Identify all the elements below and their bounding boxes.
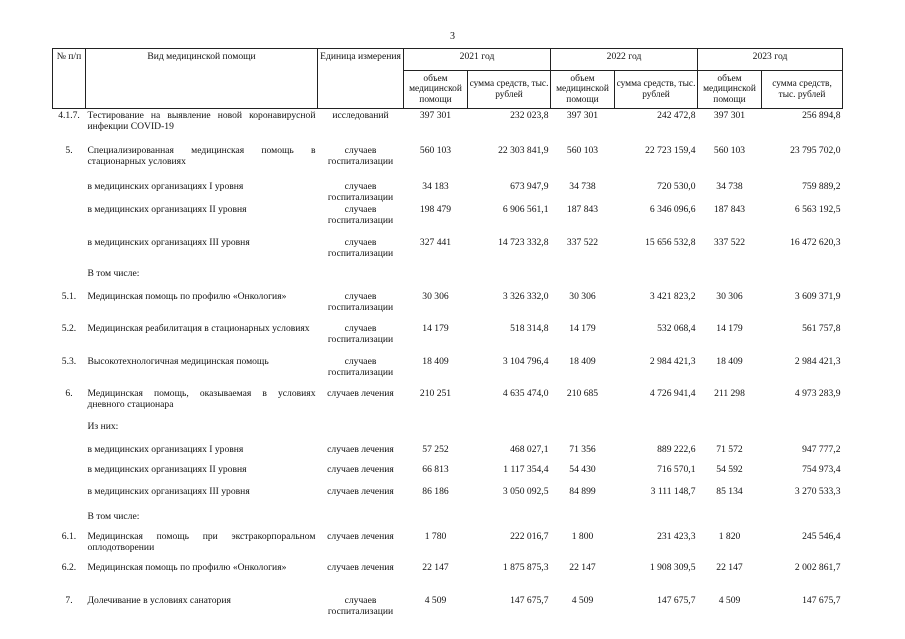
header-sum-2023: сумма средств, тыс. рублей (762, 71, 843, 109)
cell-volume-2022: 187 843 (566, 203, 599, 215)
cell-volume-2021: 57 252 (422, 443, 449, 455)
cell-volume-2022: 210 685 (566, 387, 599, 399)
cell-volume-2023: 54 592 (716, 463, 743, 475)
row-number: 6.1. (61, 530, 77, 542)
unit-of-measure: случаев госпитализации (327, 203, 394, 226)
cell-sum-2023: 2 984 421,3 (794, 355, 841, 367)
header-unit: Единица измерения (318, 49, 404, 109)
cell-sum-2023 (762, 420, 843, 443)
table-row (53, 420, 843, 443)
cell-volume-2023 (698, 420, 762, 443)
cell-sum-2023: 4 973 283,9 (794, 387, 841, 399)
table-row (53, 144, 843, 180)
cell-volume-2022: 34 738 (569, 180, 596, 192)
row-number (53, 485, 86, 510)
unit-of-measure: случаев лечения (327, 530, 394, 542)
row-number: 4.1.7. (58, 110, 80, 121)
row-number: 5.3. (61, 355, 77, 367)
cell-volume-2021: 1 780 (424, 530, 447, 542)
header-num: № п/п (53, 49, 86, 109)
cell-sum-2021: 6 906 561,1 (502, 203, 549, 215)
cell-sum-2023 (762, 267, 843, 290)
table-row (53, 236, 843, 267)
row-number (53, 510, 86, 530)
cell-volume-2021: 22 147 (422, 561, 449, 573)
unit-of-measure: случаев госпитализации (327, 290, 394, 313)
cell-sum-2022: 3 111 148,7 (650, 485, 696, 497)
cell-sum-2021 (468, 267, 551, 290)
unit-of-measure: случаев госпитализации (327, 144, 394, 167)
cell-volume-2022: 84 899 (569, 485, 596, 497)
cell-volume-2021 (404, 420, 468, 443)
unit-of-measure: случаев лечения (327, 463, 394, 475)
cell-volume-2021: 14 179 (422, 322, 449, 334)
cell-sum-2022: 889 222,6 (657, 443, 696, 455)
table-row (53, 109, 843, 144)
unit-of-measure: случаев госпитализации (327, 180, 394, 203)
cell-sum-2022: 6 346 096,6 (649, 203, 696, 215)
header-year-2022: 2022 год (551, 49, 698, 71)
row-number: 5.1. (61, 290, 77, 302)
row-number (53, 180, 86, 203)
row-number (53, 203, 86, 236)
header-year-2023: 2023 год (698, 49, 843, 71)
cell-volume-2021 (404, 510, 468, 530)
care-type: в медицинских организациях III уровня (87, 236, 250, 248)
row-number: 5. (65, 144, 73, 156)
cell-sum-2022: 3 421 823,2 (649, 290, 696, 302)
cell-sum-2023: 147 675,7 (802, 594, 841, 606)
table-row (53, 322, 843, 355)
cell-sum-2023: 759 889,2 (802, 180, 841, 192)
cell-sum-2021: 147 675,7 (510, 594, 549, 606)
row-number: 6.2. (61, 561, 77, 573)
cell-volume-2021: 210 251 (419, 387, 452, 399)
table-row (53, 485, 843, 510)
cell-sum-2023 (762, 510, 843, 530)
cell-sum-2022 (615, 510, 698, 530)
header-care-type: Вид медицинской помощи (86, 49, 318, 109)
unit-of-measure: случаев госпитализации (327, 355, 394, 378)
unit-of-measure (318, 510, 404, 530)
care-type: В том числе: (87, 510, 140, 522)
cell-sum-2021: 222 016,7 (510, 530, 549, 542)
cell-sum-2022: 2 984 421,3 (649, 355, 696, 367)
cell-volume-2023: 71 572 (716, 443, 743, 455)
row-number: 5.2. (61, 322, 77, 334)
cell-volume-2021: 86 186 (422, 485, 449, 497)
cell-sum-2022: 716 570,1 (657, 463, 696, 475)
cell-sum-2023: 754 973,4 (802, 463, 841, 475)
cell-volume-2022: 4 509 (571, 594, 594, 606)
unit-of-measure (318, 420, 404, 443)
cell-volume-2023: 34 738 (716, 180, 743, 192)
cell-volume-2022: 30 306 (569, 290, 596, 302)
cell-sum-2023: 947 777,2 (802, 443, 841, 455)
cell-volume-2022: 1 800 (571, 530, 594, 542)
care-type: Медицинская реабилитация в стационарных условиях (87, 322, 310, 334)
care-type: Из них: (87, 420, 119, 432)
row-number (53, 267, 86, 290)
cell-sum-2021: 3 050 092,5 (502, 485, 549, 497)
cell-volume-2023: 337 522 (713, 236, 746, 248)
cell-sum-2021: 673 947,9 (510, 180, 549, 192)
cell-volume-2021: 34 183 (422, 180, 449, 192)
table-row (53, 267, 843, 290)
cell-volume-2023: 1 820 (718, 530, 741, 542)
cell-sum-2022: 22 723 159,4 (645, 144, 696, 156)
header-volume-2023: объем медицинской помощи (698, 71, 762, 109)
cell-volume-2023: 22 147 (716, 561, 743, 573)
cell-volume-2023: 30 306 (716, 290, 743, 302)
cell-volume-2023 (698, 267, 762, 290)
care-type: Медицинская помощь, оказываемая в условиях дневного стационара (87, 387, 316, 410)
cell-volume-2021 (404, 267, 468, 290)
cell-sum-2023: 3 609 371,9 (794, 290, 841, 302)
row-number (53, 463, 86, 485)
cell-sum-2021: 3 104 796,4 (502, 355, 549, 367)
cell-volume-2023: 14 179 (716, 322, 743, 334)
cell-volume-2023: 397 301 (713, 110, 746, 121)
cell-sum-2023: 16 472 620,3 (790, 236, 841, 248)
cell-sum-2023: 256 894,8 (802, 110, 841, 121)
cell-sum-2022: 532 068,4 (657, 322, 696, 334)
cell-sum-2021: 232 023,8 (510, 110, 549, 121)
unit-of-measure: исследований (332, 110, 389, 121)
table-row (53, 290, 843, 322)
cell-sum-2023: 23 795 702,0 (790, 144, 841, 156)
cell-volume-2021: 30 306 (422, 290, 449, 302)
cell-sum-2021: 468 027,1 (510, 443, 549, 455)
unit-of-measure: случаев лечения (327, 561, 394, 573)
table-row (53, 561, 843, 594)
row-number: 7. (65, 594, 73, 606)
table-body (53, 109, 843, 626)
medical-care-table (52, 48, 843, 626)
cell-volume-2022: 397 301 (566, 110, 599, 121)
cell-volume-2023: 85 134 (716, 485, 743, 497)
cell-volume-2022: 18 409 (569, 355, 596, 367)
cell-sum-2021: 518 314,8 (510, 322, 549, 334)
table-row (53, 463, 843, 485)
care-type: в медицинских организациях I уровня (87, 180, 244, 192)
care-type: Медицинская помощь по профилю «Онкология» (87, 290, 287, 302)
cell-volume-2023: 4 509 (718, 594, 741, 606)
cell-sum-2022: 242 472,8 (657, 110, 696, 121)
cell-volume-2023: 560 103 (713, 144, 746, 156)
cell-sum-2022: 1 908 309,5 (649, 561, 696, 573)
row-number (53, 420, 86, 443)
cell-sum-2022 (615, 420, 698, 443)
cell-sum-2021 (468, 420, 551, 443)
unit-of-measure: случаев госпитализации (327, 322, 394, 345)
unit-of-measure: случаев лечения (327, 485, 394, 497)
row-number (53, 236, 86, 267)
cell-sum-2023: 6 563 192,5 (794, 203, 841, 215)
unit-of-measure (318, 267, 404, 290)
row-number: 6. (65, 387, 73, 399)
cell-volume-2023: 187 843 (713, 203, 746, 215)
cell-sum-2022: 231 423,3 (657, 530, 696, 542)
unit-of-measure: случаев госпитализации (327, 594, 394, 617)
care-type: Тестирование на выявление новой коронавирусной инфекции COVID-19 (87, 110, 316, 132)
cell-sum-2022: 147 675,7 (657, 594, 696, 606)
cell-volume-2021: 66 813 (422, 463, 449, 475)
cell-sum-2021: 22 303 841,9 (498, 144, 549, 156)
cell-volume-2022 (551, 267, 615, 290)
cell-volume-2022: 337 522 (566, 236, 599, 248)
cell-sum-2022: 4 726 941,4 (649, 387, 696, 399)
cell-volume-2022: 14 179 (569, 322, 596, 334)
care-type: в медицинских организациях II уровня (87, 203, 247, 215)
cell-sum-2021: 1 117 354,4 (503, 463, 549, 475)
table-row (53, 355, 843, 387)
care-type: в медицинских организациях II уровня (87, 463, 247, 475)
cell-volume-2021: 397 301 (419, 110, 452, 121)
cell-volume-2022: 560 103 (566, 144, 599, 156)
table-row (53, 443, 843, 463)
table-row (53, 203, 843, 236)
unit-of-measure: случаев госпитализации (327, 236, 394, 259)
cell-sum-2022 (615, 267, 698, 290)
cell-volume-2022: 54 430 (569, 463, 596, 475)
header-volume-2021: объем медицинской помощи (404, 71, 468, 109)
care-type: Медицинская помощь при экстракорпоральном оплодотворении (87, 530, 316, 553)
care-type: Долечивание в условиях санатория (87, 594, 231, 606)
cell-volume-2021: 327 441 (419, 236, 452, 248)
row-number (53, 443, 86, 463)
header-sum-2021: сумма средств, тыс. рублей (468, 71, 551, 109)
header-volume-2022: объем медицинской помощи (551, 71, 615, 109)
cell-sum-2023: 245 546,4 (802, 530, 841, 542)
cell-volume-2021: 18 409 (422, 355, 449, 367)
cell-sum-2021 (468, 510, 551, 530)
cell-volume-2023: 211 298 (714, 387, 745, 399)
table-row (53, 530, 843, 561)
cell-sum-2023: 2 002 861,7 (794, 561, 841, 573)
care-type: в медицинских организациях I уровня (87, 443, 244, 455)
cell-sum-2021: 1 875 875,3 (502, 561, 549, 573)
care-type: В том числе: (87, 267, 140, 279)
cell-volume-2023: 18 409 (716, 355, 743, 367)
unit-of-measure: случаев лечения (327, 387, 394, 399)
cell-sum-2022: 720 530,0 (657, 180, 696, 192)
table-row (53, 180, 843, 203)
care-type: Высокотехнологичная медицинская помощь (87, 355, 269, 367)
unit-of-measure: случаев лечения (327, 443, 394, 455)
cell-volume-2022 (551, 420, 615, 443)
cell-volume-2023 (698, 510, 762, 530)
header-year-2021: 2021 год (404, 49, 551, 71)
cell-volume-2021: 560 103 (419, 144, 452, 156)
care-type: Медицинская помощь по профилю «Онкология» (87, 561, 287, 573)
cell-volume-2021: 4 509 (424, 594, 447, 606)
care-type: в медицинских организациях III уровня (87, 485, 250, 497)
cell-sum-2021: 14 723 332,8 (498, 236, 549, 248)
cell-sum-2021: 3 326 332,0 (502, 290, 549, 302)
cell-volume-2022: 22 147 (569, 561, 596, 573)
header-sum-2022: сумма средств, тыс. рублей (615, 71, 698, 109)
table-row (53, 594, 843, 626)
table-row (53, 387, 843, 420)
cell-sum-2023: 561 757,8 (802, 322, 841, 334)
table-row (53, 510, 843, 530)
care-type: Специализированная медицинская помощь в стационарных условиях (87, 144, 316, 167)
cell-sum-2021: 4 635 474,0 (502, 387, 549, 399)
page-number: 3 (450, 31, 455, 42)
cell-volume-2022 (551, 510, 615, 530)
cell-sum-2022: 15 656 532,8 (645, 236, 696, 248)
cell-volume-2021: 198 479 (419, 203, 452, 215)
cell-sum-2023: 3 270 533,3 (794, 485, 841, 497)
cell-volume-2022: 71 356 (569, 443, 596, 455)
